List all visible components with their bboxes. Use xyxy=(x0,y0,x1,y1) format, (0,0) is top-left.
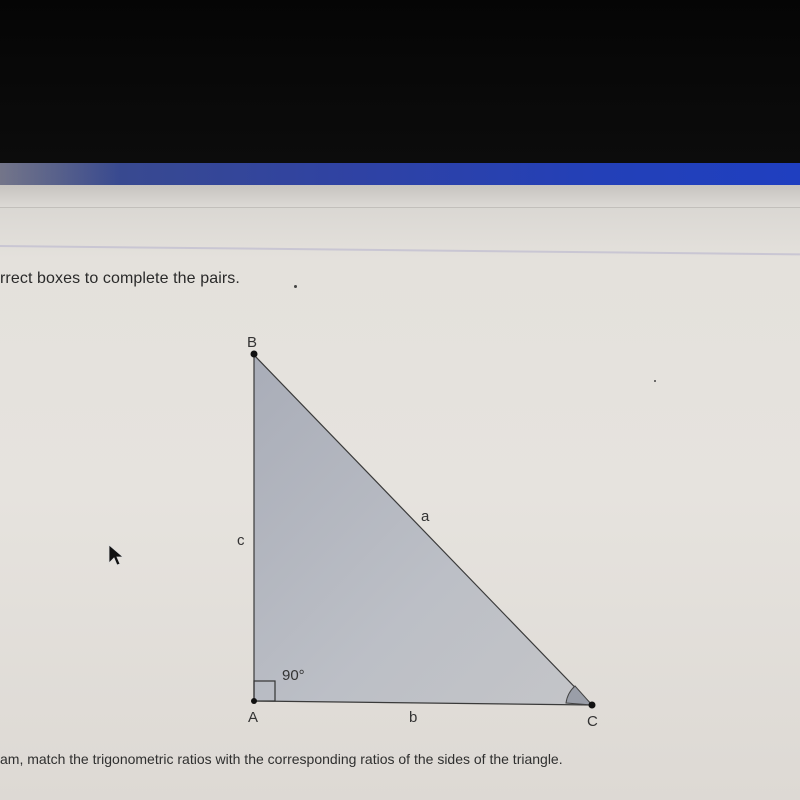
right-triangle xyxy=(254,355,592,705)
instructions-text: rrect boxes to complete the pairs. xyxy=(0,270,240,287)
side-a-label: a xyxy=(421,508,430,525)
vertex-a-point xyxy=(251,698,257,704)
side-c-label: c xyxy=(237,532,245,549)
question-text: am, match the trigonometric ratios with the corresponding ratios of the sides of the triangle. xyxy=(0,751,563,767)
vertex-b-label: B xyxy=(247,334,258,351)
side-b-label: b xyxy=(409,709,418,726)
stray-dot xyxy=(654,380,656,382)
right-angle-label: 90° xyxy=(282,667,305,684)
vertex-c-point xyxy=(589,702,596,709)
vertex-c-label: C xyxy=(587,713,598,730)
vertex-a-label: A xyxy=(248,709,259,726)
mouse-pointer-icon xyxy=(108,544,124,566)
vertex-b-point xyxy=(251,351,258,358)
